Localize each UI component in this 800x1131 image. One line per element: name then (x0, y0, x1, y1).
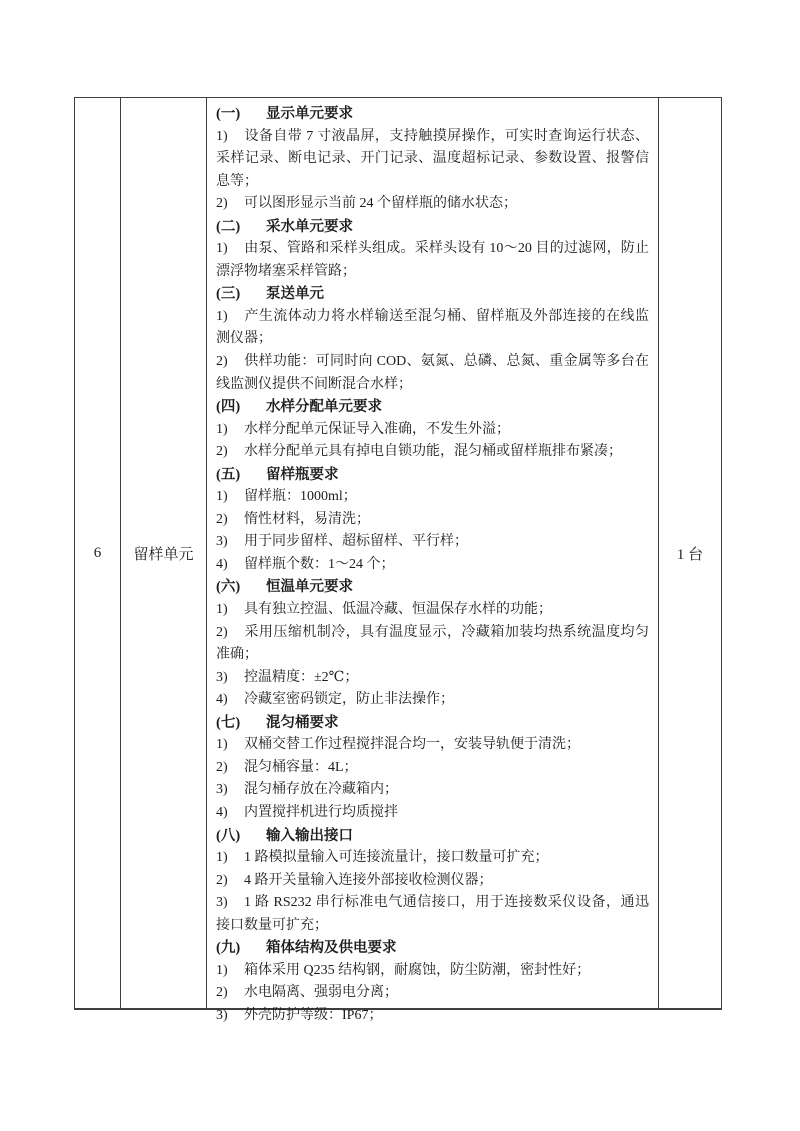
item-text: 水样分配单元保证导入准确，不发生外溢； (244, 421, 510, 437)
item-text: 冷藏室密码锁定，防止非法操作； (244, 692, 454, 708)
section-number: (八) (216, 827, 241, 844)
spec-item (216, 689, 649, 712)
section-title: 恒温单元要求 (266, 579, 353, 596)
spec-item (216, 757, 649, 780)
spec-item (216, 734, 649, 757)
item-number: 2) (216, 872, 228, 888)
section-title: 显示单元要求 (266, 106, 353, 122)
spec-item (216, 982, 649, 1005)
spec-item (216, 509, 649, 532)
section-number: (四) (216, 399, 241, 416)
section-title: 水样分配单元要求 (266, 399, 382, 416)
item-number: 3) (216, 669, 228, 685)
item-text: 设备自带 7 寸液晶屏，支持触摸屏操作，可实时查询运行状态、采样记录、断电记录、开门记录、温度超标记录、参数设置、报警信息等； (216, 128, 649, 189)
item-number: 4) (216, 692, 228, 708)
item-number: 3) (216, 782, 228, 798)
item-number: 1) (216, 962, 228, 978)
section-heading (216, 396, 649, 419)
section-number: (五) (216, 466, 241, 483)
item-text: 惰性材料，易清洗； (244, 511, 370, 527)
item-number: 1) (216, 241, 228, 257)
spec-item (216, 960, 649, 983)
section-title: 混匀桶要求 (266, 714, 339, 731)
item-text: 混匀桶容量：4L； (244, 759, 358, 775)
section-title: 采水单元要求 (266, 218, 353, 235)
section-heading (216, 937, 649, 960)
item-text: 控温精度：±2℃； (244, 669, 359, 685)
item-text: 具有独立控温、低温冷藏、恒温保存水样的功能； (244, 602, 552, 618)
spec-item (216, 847, 649, 870)
section-heading (216, 283, 649, 306)
section-heading (216, 103, 649, 126)
quantity-cell (659, 98, 721, 1008)
item-text: 用于同步留样、超标留样、平行样； (244, 534, 468, 550)
item-text: 留样瓶个数：1～24 个； (244, 556, 395, 572)
item-text: 箱体采用 Q235 结构钢，耐腐蚀，防尘防潮，密封性好； (244, 962, 591, 978)
unit-name-cell (121, 98, 207, 1008)
section-number: (一) (216, 106, 241, 122)
spec-item (216, 1005, 649, 1028)
unit-name: 留样单元 (133, 546, 194, 563)
spec-item (216, 667, 649, 690)
section-number: (九) (216, 940, 241, 957)
item-text: 混匀桶存放在冷藏箱内； (244, 782, 398, 798)
item-text: 水样分配单元具有掉电自锁功能，混匀桶或留样瓶排布紧凑； (244, 444, 622, 460)
item-text: 采用压缩机制冷，具有温度显示，冷藏箱加装均热系统温度均匀准确； (216, 624, 649, 663)
item-number: 4) (216, 556, 228, 572)
item-number: 2) (216, 624, 228, 640)
row-index: 6 (93, 544, 102, 561)
spec-content-cell (207, 98, 659, 1023)
item-number: 2) (216, 759, 228, 775)
section-title: 输入输出接口 (266, 827, 353, 844)
spec-item (216, 531, 649, 554)
section-number: (七) (216, 714, 241, 731)
spec-item (216, 486, 649, 509)
item-number: 3) (216, 1007, 228, 1023)
item-text: 可以图形显示当前 24 个留样瓶的储水状态； (244, 196, 517, 212)
spec-table-row (74, 97, 722, 1023)
spec-item (216, 238, 649, 283)
item-number: 2) (216, 354, 228, 370)
item-number: 1) (216, 737, 228, 753)
item-text: 产生流体动力将水样输送至混匀桶、留样瓶及外部连接的在线监测仪器； (216, 308, 649, 347)
item-number: 3) (216, 895, 228, 911)
row-index-cell (75, 98, 121, 1008)
item-text: 4 路开关量输入连接外部接收检测仪器； (244, 872, 493, 888)
section-heading (216, 576, 649, 599)
section-number: (三) (216, 286, 241, 303)
item-text: 双桶交替工作过程搅拌混合均一，安装导轨便于清洗； (244, 737, 580, 753)
item-text: 水电隔离、强弱电分离； (244, 985, 398, 1001)
section-heading (216, 464, 649, 487)
spec-item (216, 870, 649, 893)
section-title: 箱体结构及供电要求 (266, 940, 397, 957)
item-number: 3) (216, 534, 228, 550)
item-number: 1) (216, 489, 228, 505)
section-title: 留样瓶要求 (266, 466, 339, 483)
item-text: 1 路模拟量输入可连接流量计，接口数量可扩充； (244, 850, 549, 866)
section-number: (六) (216, 579, 241, 596)
item-number: 1) (216, 850, 228, 866)
item-text: 供样功能：可同时向 COD、氨氮、总磷、总氮、重金属等多台在线监测仪提供不间断混合水样； (216, 354, 649, 392)
section-number: (二) (216, 218, 241, 235)
spec-item (216, 802, 649, 825)
item-text: 内置搅拌机进行均质搅拌 (244, 804, 398, 820)
item-text: 留样瓶：1000ml； (244, 489, 357, 505)
item-text: 1 路 RS232 串行标准电气通信接口，用于连接数采仪设备，通迅接口数量可扩充； (216, 895, 649, 933)
section-heading (216, 825, 649, 848)
spec-item (216, 779, 649, 802)
spec-item (216, 554, 649, 577)
spec-item (216, 622, 649, 667)
spec-item (216, 599, 649, 622)
spec-item (216, 126, 649, 194)
section-heading (216, 216, 649, 239)
item-number: 2) (216, 444, 228, 460)
spec-item (216, 892, 649, 937)
item-number: 2) (216, 196, 228, 212)
item-number: 4) (216, 804, 228, 820)
item-number: 1) (216, 128, 228, 144)
section-heading (216, 712, 649, 735)
item-number: 1) (216, 308, 228, 324)
spec-item (216, 193, 649, 216)
spec-item (216, 351, 649, 396)
quantity-value: 1 台 (676, 546, 704, 563)
item-number: 1) (216, 421, 228, 437)
spec-item (216, 419, 649, 442)
item-text: 外壳防护等级：IP67； (244, 1007, 383, 1023)
section-title: 泵送单元 (266, 286, 324, 303)
spec-item (216, 306, 649, 351)
item-number: 1) (216, 602, 228, 618)
item-text: 由泵、管路和采样头组成。采样头设有 10～20 目的过滤网，防止漂浮物堵塞采样管路； (216, 241, 649, 279)
item-number: 2) (216, 511, 228, 527)
item-number: 2) (216, 985, 228, 1001)
spec-item (216, 441, 649, 464)
